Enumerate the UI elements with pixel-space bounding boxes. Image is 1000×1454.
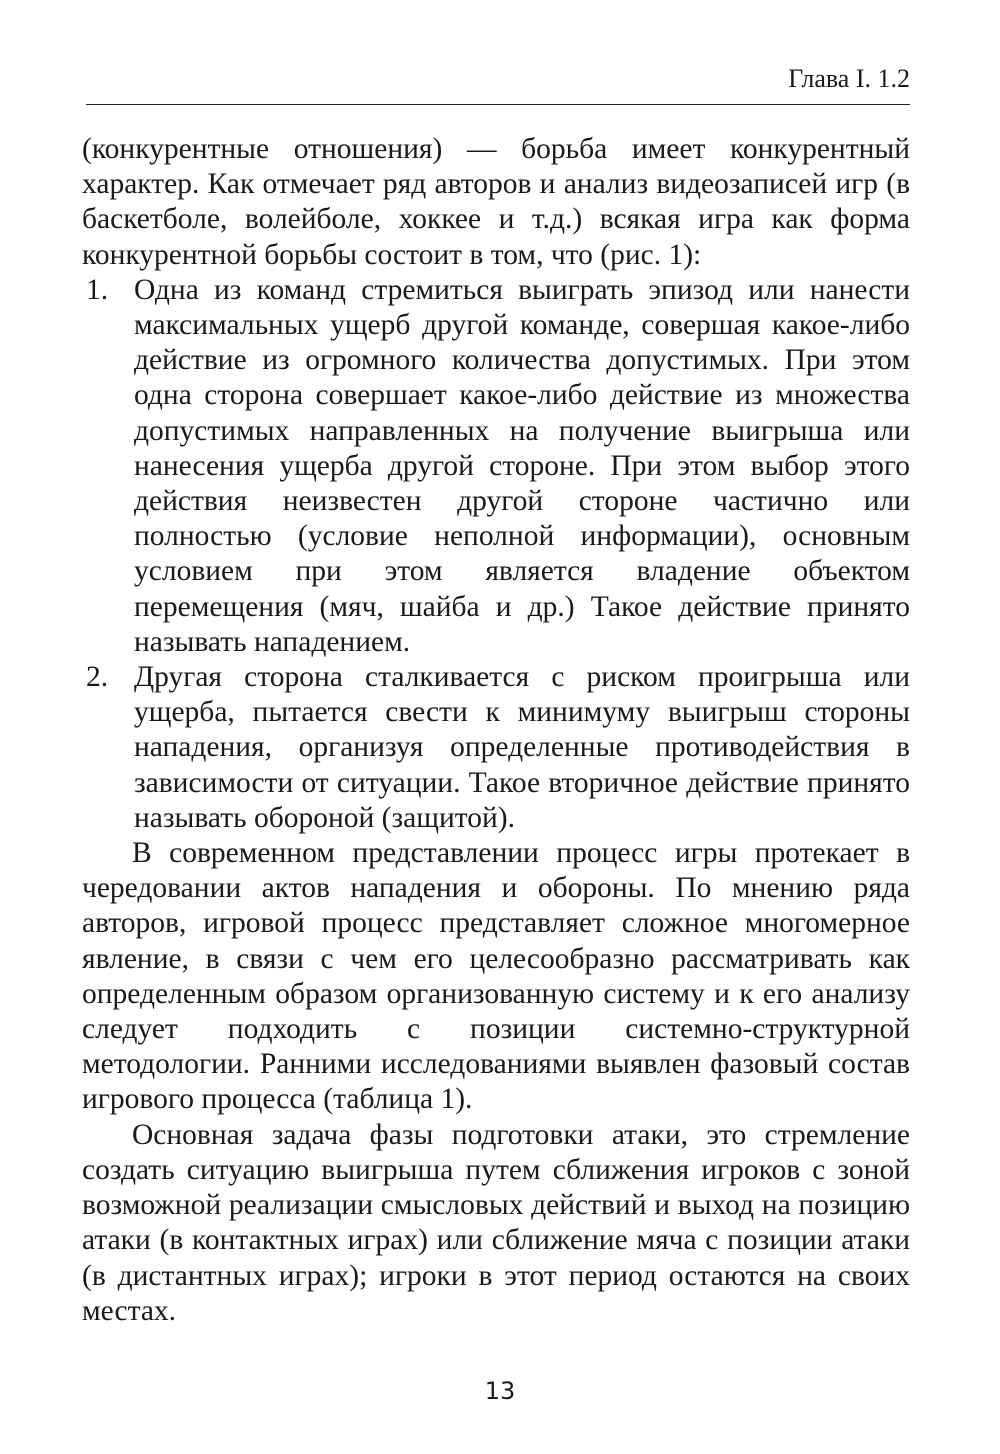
list-item-text: Одна из команд стремиться выиграть эпизод или нанести максимальных ущерб другой команде, совершая какое-либо действие из огромного количества допустимых. При этом одна сторона совершает какое-либо действие из множества допустимых направленных на получение выигрыша или нанесения ущерба другой стороне. При этом выбор этого действия неизвестен другой стороне частично или полностью (условие неполной информации), основным условием при этом является владение объектом перемещения (мяч, шайба и др.) Такое действие принято называть нападением. bbox=[134, 273, 910, 658]
page-number: 13 bbox=[484, 1377, 516, 1405]
numbered-list bbox=[82, 273, 910, 836]
list-item-number: 1. bbox=[86, 273, 109, 306]
running-head bbox=[86, 64, 910, 105]
list-item-text: Другая сторона сталкивается с риском проигрыша или ущерба, пытается свести к минимуму выигрыш стороны нападения, организуя определенные противодействия в зависимости от ситуации. Такое вторичное действие принято называть обороной (защитой). bbox=[134, 661, 910, 834]
body-text bbox=[82, 132, 910, 1329]
paragraph-3: Основная задача фазы подготовки атаки, это стремление создать ситуацию выигрыша путем сближения игроков с зоной возможной реализации смысловых действий и выход на позицию атаки (в контактных играх) или сближение мяча с позиции атаки (в дистантных играх); игроки в этот период остаются на своих местах. bbox=[82, 1118, 910, 1327]
paragraph-intro: (конкурентные отношения) — борьба имеет конкурентный характер. Как отмечает ряд авторов и анализ видеозаписей игр (в баскетболе, волейболе, хоккее и т.д.) всякая игра как форма конкурентной борьбы состоит в том, что (рис. 1): bbox=[82, 133, 910, 271]
list-item bbox=[82, 273, 910, 660]
list-item bbox=[82, 660, 910, 836]
list-item-number: 2. bbox=[86, 661, 109, 694]
chapter-title: Глава I. 1.2 bbox=[788, 64, 910, 93]
paragraph-2: В современном представлении процесс игры протекает в чередовании актов нападения и обороны. По мнению ряда авторов, игровой процесс представляет сложное многомерное явление, в связи с чем его целесообразно рассматривать как определенным образом организованную систему и к его анализу следует подходить с позиции системно-структурной методологии. Ранними исследованиями выявлен фазовый состав игрового процесса (таблица 1). bbox=[82, 837, 910, 1116]
